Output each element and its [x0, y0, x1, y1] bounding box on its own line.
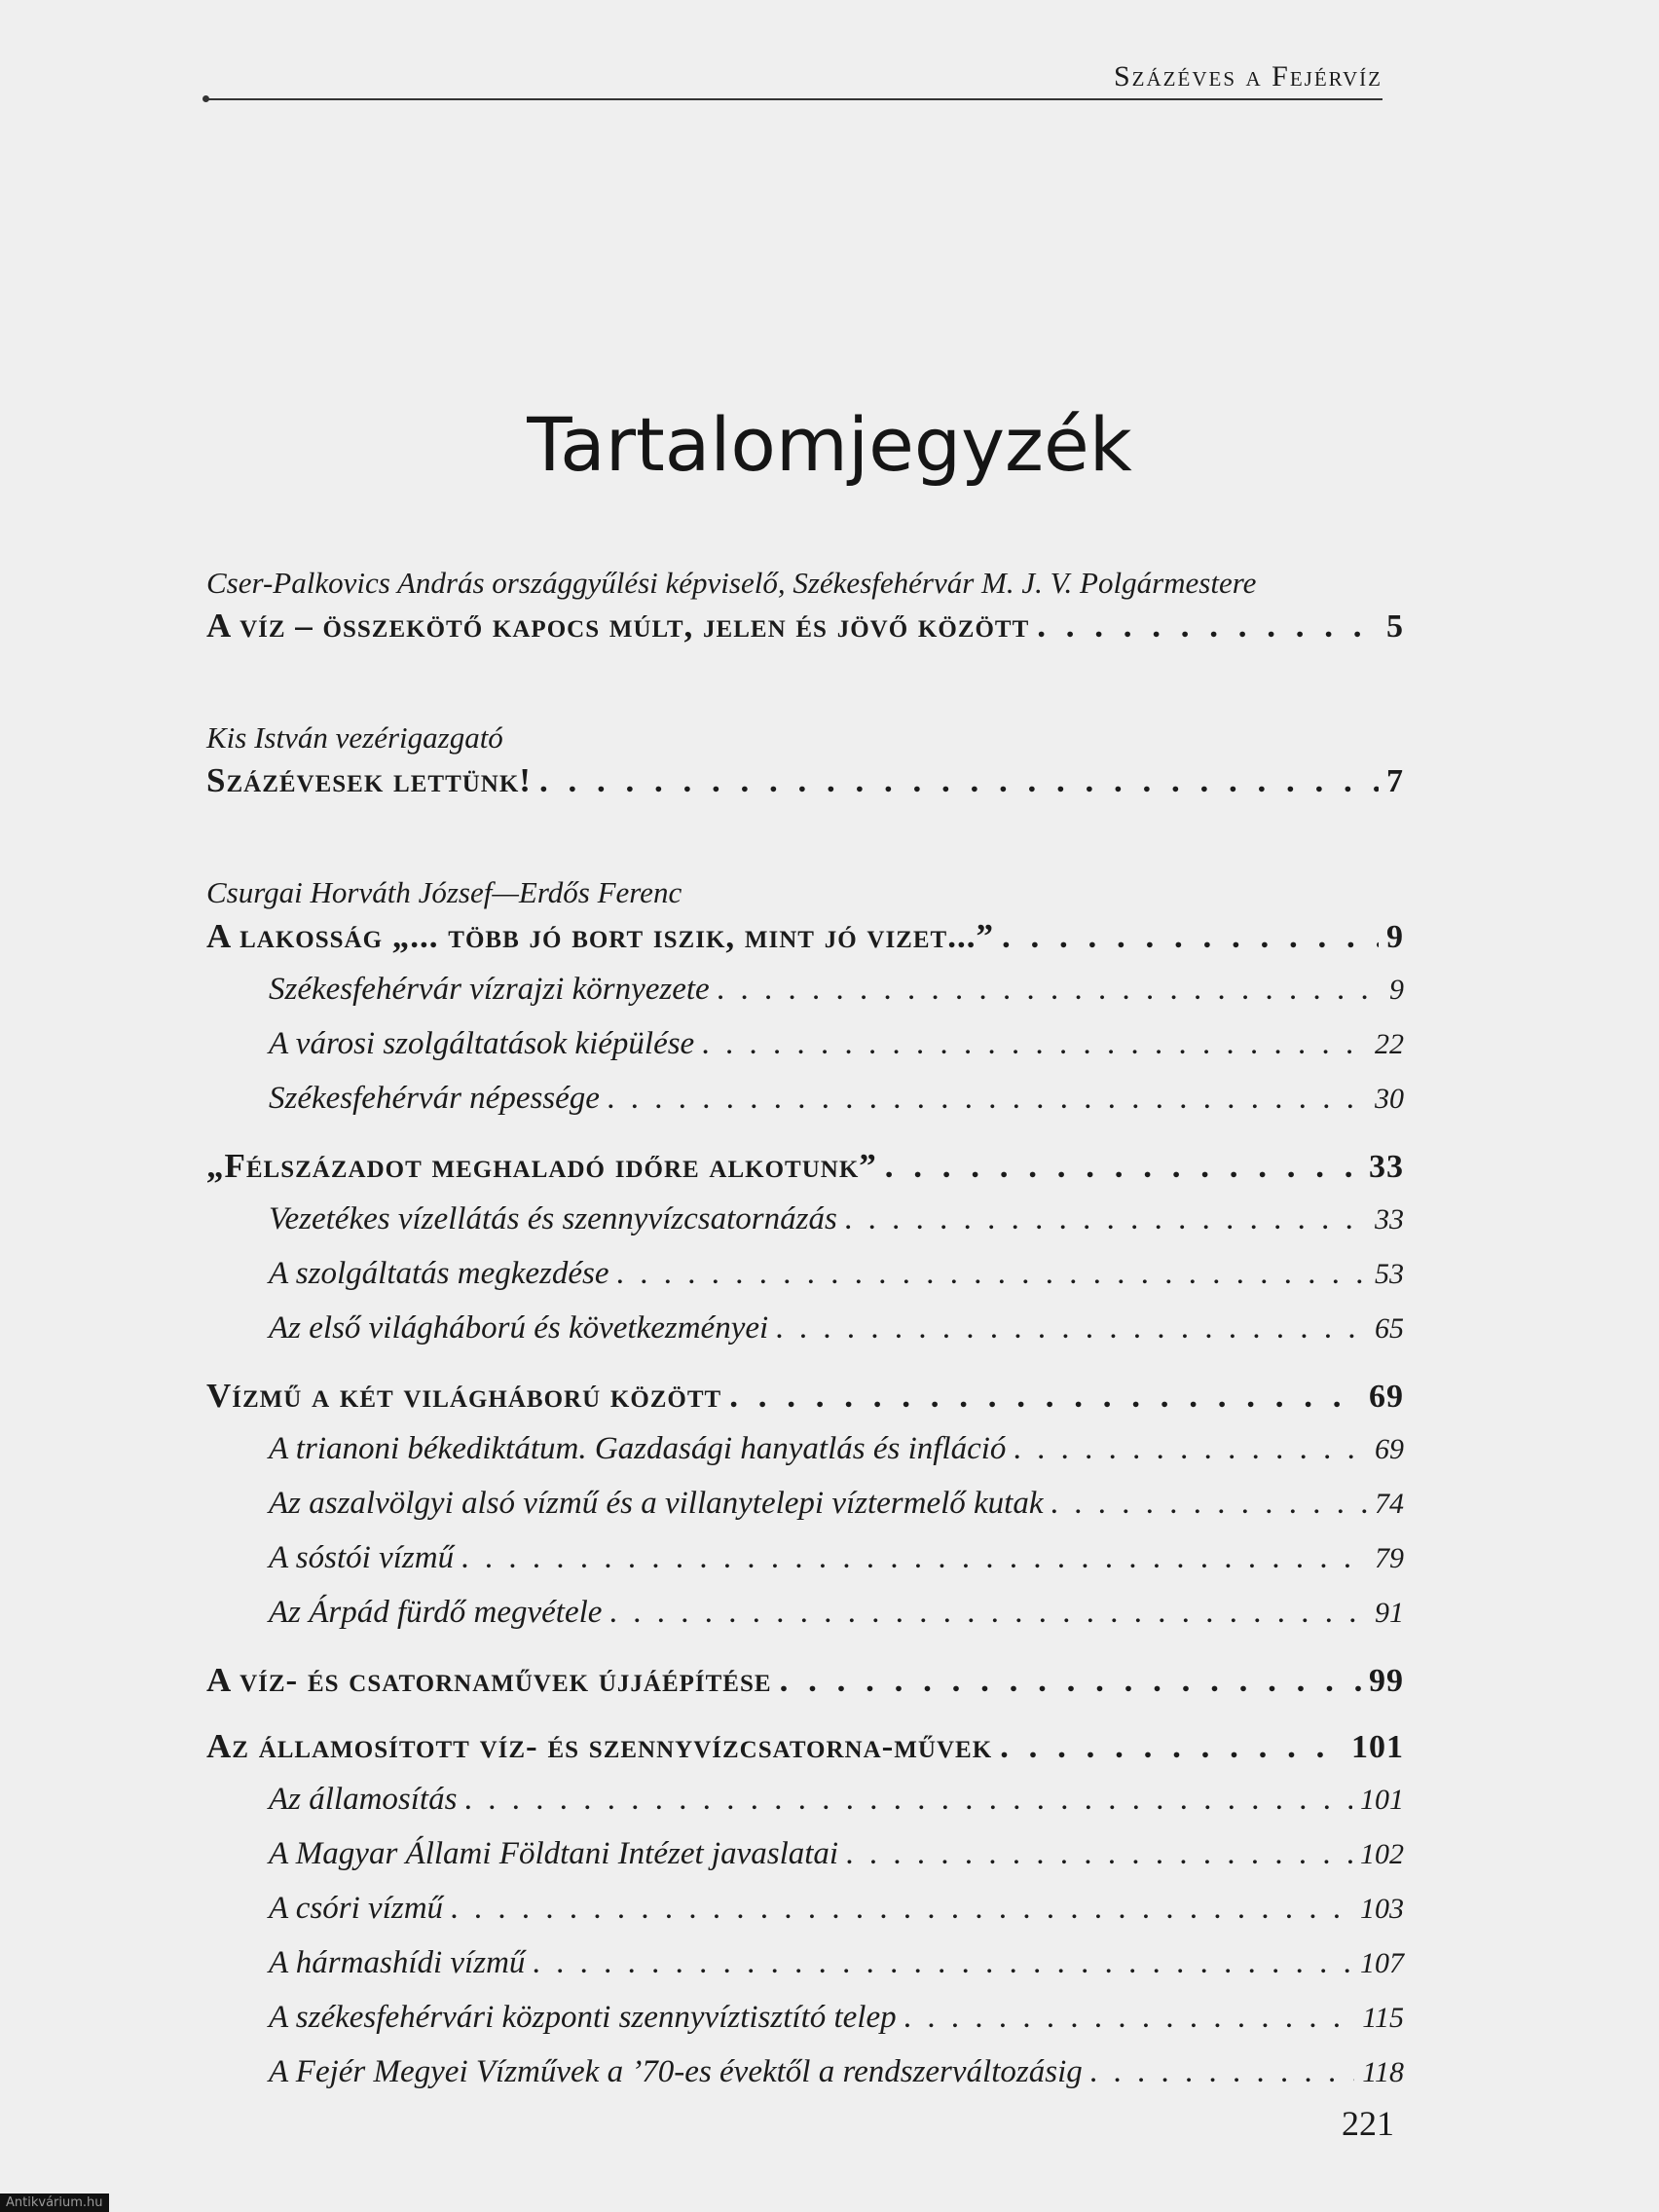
toc-chapter-entry — [206, 1377, 1404, 1431]
dot-leader — [533, 1945, 1352, 1981]
toc-section-entry — [206, 1891, 1404, 1945]
chapter-title: A víz – összekötő kapocs múlt, jelen és jövő között — [206, 607, 1030, 645]
section-title: A trianoni békediktátum. Gazdasági hanyatlás és infláció — [269, 1430, 1007, 1466]
dot-leader — [776, 1310, 1367, 1346]
toc-chapter-entry — [206, 761, 1404, 816]
dot-leader — [1037, 607, 1379, 645]
dot-leader — [1002, 917, 1379, 956]
author-line: Kis István vezérigazgató — [206, 720, 503, 756]
page-number: 33 — [1375, 1202, 1404, 1235]
chapter-title: „Félszázadot meghaladó időre alkotunk” — [206, 1146, 877, 1185]
toc-section-entry — [206, 2000, 1404, 2054]
toc-block — [206, 874, 1404, 1134]
toc-chapter-entry — [206, 1147, 1404, 1201]
running-head: Százéves a Fejérvíz — [1114, 60, 1382, 92]
page-number: 101 — [1351, 1728, 1404, 1765]
toc-section-entry — [206, 1201, 1404, 1256]
page-number: 74 — [1375, 1487, 1404, 1520]
toc-block — [206, 719, 1404, 816]
page-number: 33 — [1369, 1148, 1404, 1185]
table-of-contents — [206, 565, 1404, 2109]
page-number: 22 — [1375, 1027, 1404, 1060]
toc-section-entry — [206, 2054, 1404, 2109]
section-title: Az Árpád fürdő megvétele — [269, 1594, 603, 1630]
dot-leader — [608, 1081, 1367, 1117]
dot-leader — [451, 1891, 1352, 1927]
dot-leader — [461, 1540, 1367, 1576]
page-number: 118 — [1362, 2055, 1404, 2088]
section-title: A Magyar Állami Földtani Intézet javaslatai — [269, 1835, 839, 1871]
dot-leader — [1014, 1431, 1367, 1467]
section-title: A hármashídi vízmű — [269, 1944, 526, 1980]
page-number: 65 — [1375, 1311, 1404, 1345]
header-rule — [204, 98, 1382, 100]
dot-leader — [609, 1595, 1367, 1631]
toc-section-entry — [206, 1431, 1404, 1486]
toc-section-entry — [206, 1256, 1404, 1310]
page-number: 79 — [1375, 1541, 1404, 1574]
page-folio: 221 — [1342, 2104, 1394, 2143]
toc-section-entry — [206, 1026, 1404, 1081]
dot-leader — [617, 1256, 1367, 1292]
page-number: 101 — [1360, 1783, 1404, 1816]
toc-block — [206, 565, 1404, 661]
page-number: 9 — [1389, 973, 1404, 1006]
author-line: Cser-Palkovics András országgyűlési képviselő, Székesfehérvár M. J. V. Polgármestere — [206, 566, 1257, 600]
dot-leader — [1090, 2054, 1354, 2090]
section-title: Az aszalvölgyi alsó vízmű és a villanytelepi víztermelő kutak — [269, 1485, 1044, 1521]
toc-chapter-entry — [206, 1727, 1404, 1782]
toc-block — [206, 1147, 1404, 1365]
dot-leader — [1051, 1486, 1368, 1522]
toc-section-entry — [206, 1081, 1404, 1135]
toc-section-entry — [206, 1945, 1404, 2000]
toc-section-entry — [206, 1540, 1404, 1595]
dot-leader — [729, 1377, 1361, 1416]
page-number: 115 — [1362, 2001, 1404, 2034]
toc-section-entry — [206, 1595, 1404, 1649]
dot-leader — [904, 2000, 1355, 2036]
dot-leader — [539, 761, 1379, 800]
page-number: 9 — [1386, 918, 1404, 955]
section-title: A szolgáltatás megkezdése — [269, 1255, 609, 1291]
page-title: Tartalomjegyzék — [527, 401, 1132, 488]
page-number: 69 — [1369, 1378, 1404, 1415]
toc-block — [206, 1661, 1404, 1715]
page-number: 91 — [1375, 1596, 1404, 1629]
page-number: 7 — [1386, 763, 1404, 800]
section-title: A csóri vízmű — [269, 1890, 444, 1926]
page-number: 69 — [1375, 1432, 1404, 1465]
chapter-title: Százévesek lettünk! — [206, 761, 532, 800]
section-title: A Fejér Megyei Vízművek a ’70-es évektől a rendszerváltozásig — [269, 2053, 1083, 2089]
page-number: 103 — [1360, 1892, 1404, 1925]
section-title: A városi szolgáltatások kiépülése — [269, 1025, 695, 1061]
toc-section-entry — [206, 1486, 1404, 1540]
watermark: Antikvárium.hu — [0, 2194, 109, 2212]
dot-leader — [846, 1836, 1352, 1872]
toc-section-entry — [206, 1782, 1404, 1836]
chapter-title: Vízmű a két világháború között — [206, 1376, 722, 1415]
dot-leader — [845, 1201, 1367, 1237]
page-number: 102 — [1360, 1837, 1404, 1870]
section-title: Vezetékes vízellátás és szennyvízcsatornázás — [269, 1200, 837, 1236]
dot-leader — [780, 1661, 1361, 1700]
toc-chapter-entry — [206, 607, 1404, 661]
page-number: 30 — [1375, 1082, 1404, 1115]
chapter-title: Az államosított víz- és szennyvízcsatorna-művek — [206, 1726, 993, 1765]
toc-section-entry — [206, 1836, 1404, 1891]
dot-leader — [702, 1026, 1367, 1062]
chapter-title: A víz- és csatornaművek újjáépítése — [206, 1660, 772, 1699]
toc-block — [206, 1727, 1404, 2109]
section-title: Az államosítás — [269, 1781, 458, 1817]
section-title: A sóstói vízmű — [269, 1539, 455, 1575]
toc-section-entry — [206, 1310, 1404, 1365]
toc-section-entry — [206, 972, 1404, 1026]
section-title: Székesfehérvár vízrajzi környezete — [269, 971, 710, 1007]
section-title: Az első világháború és következményei — [269, 1309, 769, 1346]
toc-chapter-entry — [206, 917, 1404, 972]
author-line: Csurgai Horváth József—Erdős Ferenc — [206, 875, 682, 910]
section-title: Székesfehérvár népessége — [269, 1080, 600, 1116]
page-number: 5 — [1386, 608, 1404, 645]
chapter-title: A lakosság „... több jó bort iszik, mint jó vizet...” — [206, 916, 994, 955]
dot-leader — [718, 972, 1382, 1008]
toc-block — [206, 1377, 1404, 1649]
dot-leader — [885, 1147, 1361, 1186]
section-title: A székesfehérvári központi szennyvíztisztító telep — [269, 1999, 897, 2035]
dot-leader — [464, 1782, 1352, 1818]
page-number: 107 — [1360, 1946, 1404, 1979]
dot-leader — [1000, 1727, 1344, 1766]
toc-chapter-entry — [206, 1661, 1404, 1715]
page-number: 53 — [1375, 1257, 1404, 1290]
page-number: 99 — [1369, 1662, 1404, 1699]
